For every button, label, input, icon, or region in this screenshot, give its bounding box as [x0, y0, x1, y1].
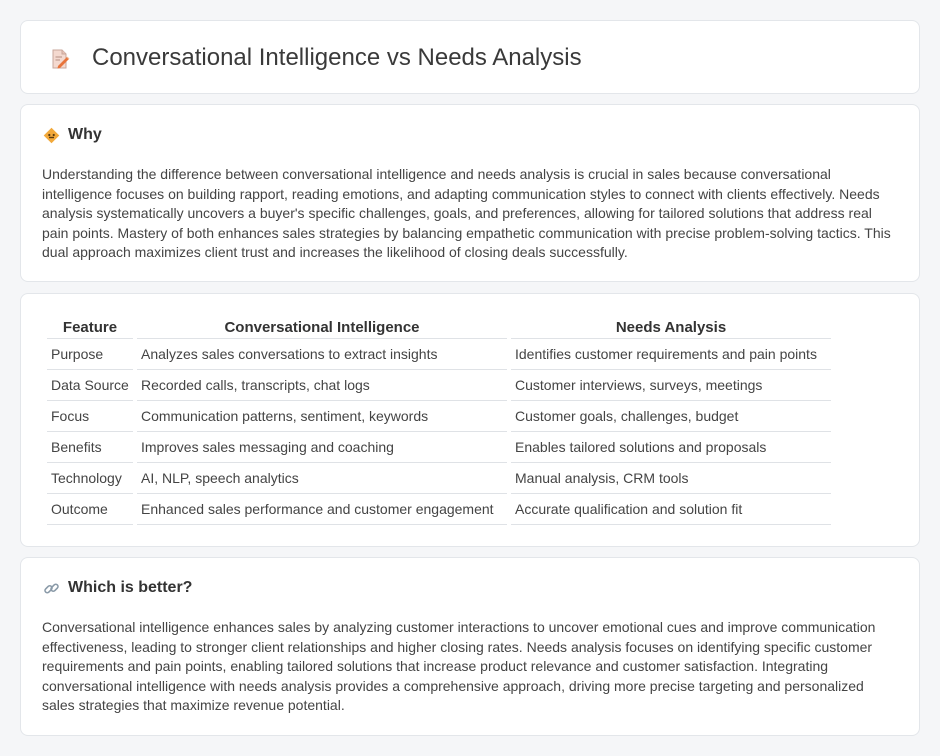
why-section-header: [43, 126, 102, 144]
feature-cell: Benefits: [47, 432, 133, 463]
feature-cell: Focus: [47, 401, 133, 432]
conversational-intelligence-cell: Recorded calls, transcripts, chat logs: [137, 370, 507, 401]
table-row: [47, 432, 831, 463]
better-title: Which is better?: [68, 579, 193, 596]
conversational-intelligence-cell: Improves sales messaging and coaching: [137, 432, 507, 463]
why-title: Why: [68, 126, 102, 143]
header-feature: Feature: [47, 314, 133, 339]
table-row: [47, 463, 831, 494]
header-card: [20, 20, 920, 94]
table-header-row: [47, 314, 831, 339]
header-conversational-intelligence: Conversational Intelligence: [137, 314, 507, 339]
table-row: [47, 494, 831, 525]
better-text: Conversational intelligence enhances sales by analyzing customer interactions to uncover emotional cues and improve communication effectiveness, leading to stronger client relationships and higher closing rates. Needs analysis focuses on identifying specific customer requirements and pain points, enabling tailored solutions that increase product relevance and customer satisfaction. Integrating conversational intelligence with needs analysis provides a comprehensive approach, driving more precise targeting and personalized sales strategies that maximize revenue potential.: [42, 619, 876, 714]
feature-cell: Technology: [47, 463, 133, 494]
document-edit-icon: [49, 48, 71, 70]
needs-analysis-cell: Customer goals, challenges, budget: [511, 401, 831, 432]
needs-analysis-cell: Customer interviews, surveys, meetings: [511, 370, 831, 401]
comparison-table: [43, 314, 835, 525]
why-text: Understanding the difference between conversational intelligence and needs analysis is crucial in sales because conversational intelligence focuses on building rapport, reading emotions, and adapting communication styles to connect with clients effectively. Needs analysis systematically uncovers a buyer's specific challenges, goals, and preferences, allowing for tailored solutions that address real pain points. Mastery of both enhances sales strategies by balancing empathetic communication with precise problem-solving tactics. This dual approach maximizes client trust and increases the likelihood of closing deals successfully.: [42, 166, 891, 261]
better-section-header: [43, 579, 192, 597]
link-icon: [43, 580, 60, 597]
conversational-intelligence-cell: Enhanced sales performance and customer engagement: [137, 494, 507, 525]
needs-analysis-cell: Identifies customer requirements and pain points: [511, 339, 831, 370]
needs-analysis-cell: Accurate qualification and solution fit: [511, 494, 831, 525]
needs-analysis-cell: Enables tailored solutions and proposals: [511, 432, 831, 463]
comparison-section: [20, 293, 920, 547]
conversational-intelligence-cell: Communication patterns, sentiment, keywords: [137, 401, 507, 432]
why-section: [20, 104, 920, 282]
needs-analysis-cell: Manual analysis, CRM tools: [511, 463, 831, 494]
diamond-warning-icon: [43, 127, 60, 144]
conversational-intelligence-cell: Analyzes sales conversations to extract insights: [137, 339, 507, 370]
which-is-better-section: [20, 557, 920, 736]
header-needs-analysis: Needs Analysis: [511, 314, 831, 339]
table-row: [47, 370, 831, 401]
table-row: [47, 401, 831, 432]
page-title: Conversational Intelligence vs Needs Analysis: [92, 44, 582, 71]
table-row: [47, 339, 831, 370]
feature-cell: Data Source: [47, 370, 133, 401]
conversational-intelligence-cell: AI, NLP, speech analytics: [137, 463, 507, 494]
feature-cell: Purpose: [47, 339, 133, 370]
feature-cell: Outcome: [47, 494, 133, 525]
